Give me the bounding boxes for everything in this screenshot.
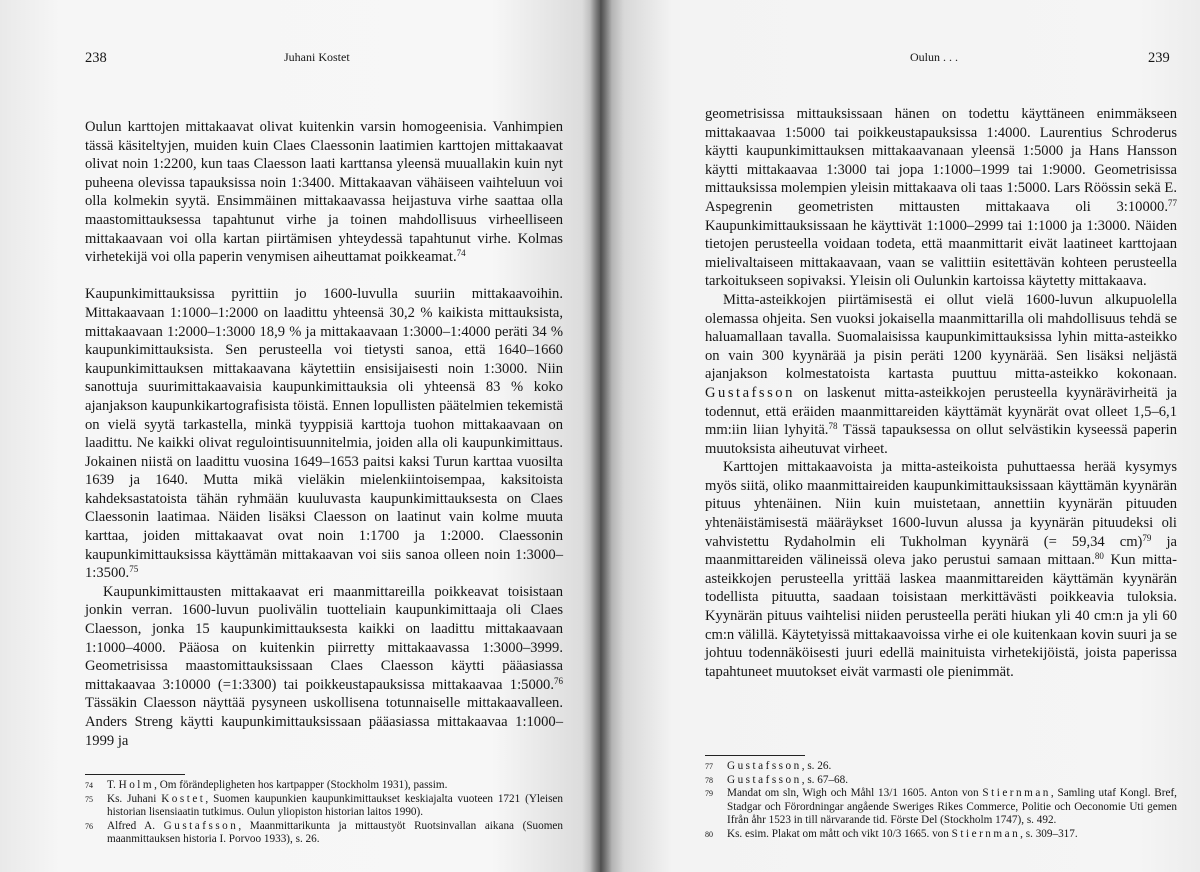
footnote-text: , s. 67–68. (801, 773, 849, 786)
footnote-number: 75 (85, 794, 93, 804)
footnote-text: , Suomen kaupunkien kaupunkimittaukset keskiajalta vuoteen 1721 (Yleisen historian lisensiaatin tutkimus. Oulun yliopiston historian laitos 1990). (107, 792, 563, 819)
paragraph (705, 105, 1177, 291)
footnote-text: , Samling utaf Kongl. Bref, Stadgar och Förordningar angående Sweriges Rikes Commerce, Politie och Oeconomie Uti gemen Ifrån åhr 1523 in till närvarande tid. Förste Del (Stockholm 1747), s. 492. (727, 787, 1177, 827)
paragraph-text: on laskenut mitta-asteikkojen perusteella kyynärävirheitä ja todennut, että eräiden maanmittareiden käyttämät kyynärät ovat olleet 1,5–6,1 mm:iin liian lyhyitä. (705, 384, 1177, 439)
running-head: Juhani Kostet (284, 50, 350, 64)
footnote (705, 828, 1177, 842)
footnote-text: Alfred A. (107, 819, 164, 832)
paragraph-text: ja maanmittareiden välineissä oleva jako perustui samaan mittaan. (705, 533, 1177, 569)
paragraph-text: Kun mitta-asteikkojen perusteella yrittää laskea maanmittareiden käyttämän kyynärän todellista pituutta, saadaan toisistaan merkittävästi poikkeavia tuloksia. Kyynärän pituus vaihtelisi niiden perusteella peräti hiukan yli 40 cm:n ja yli 60 cm:n välillä. Käytetyissä mittakaavoissa virhe ei ole kuitenkaan kovin suuri ja se johtuu todennäköisesti juuri edellä mainituista virhetekijöistä, joista paperissa tapahtuneet muutokset eivät varmasti ole pienimmät. (705, 552, 1177, 680)
author-name: Gustafsson (705, 384, 795, 401)
page-number: 239 (1148, 50, 1170, 66)
right-page (600, 0, 1200, 872)
paragraph-text: Tässäkin Claesson näyttää pysyneen uskollisena totunnaiselle mittakaavalleen. Anders Streng käytti kaupunkimittauksissaan pääasiassa mittakaavaa 1:1000–1999 ja (85, 695, 563, 749)
paragraph-text: Mitta-asteikkojen piirtämisestä ei ollut vielä 1600-luvun alkupuolella olemassa ohjeita. Sen vuoksi jokaisella maanmittarilla oli mahdollisuus tehdä se haluamallaan tavalla. Suomalaisissa kaupunkimittauksissa lyhin mitta-asteikko on vain 300 kyynärää ja pisin peräti 1200 kyynärää. Sen lisäksi neljästä ajanjakson kolmestatoista kartasta puuttuu mitta-asteikko kokonaan. (705, 291, 1177, 383)
footnote (85, 793, 563, 820)
paragraph (85, 118, 563, 267)
footnote-number: 79 (705, 789, 713, 799)
paragraph-text: Oulun karttojen mittakaavat olivat kuitenkin varsin homogeenisia. Vanhimpien tässä käsiteltyjen, muiden kuin Claes Claessonin laatimien karttojen mittakaavat olivat noin 1:2200, kun taas Claesson laati karttansa yleensä muuallakin kuin nyt puheena olevissa tapauksissa noin 1:3400. Mittakaavan vähäiseen vaihteluun voi olla kolmekin syytä. Ensimmäinen mittakaavassa heijastuva virhe saattaa olla maastomittauksessa tapahtunut virhe ja toinen mahdollisuus virheelliseen mittakaavaan voi olla kartan piirtämisen yhteydessä tapahtunut virhe. Kolmas virhetekijä voi olla paperin venymisen aiheuttamat poikkeamat. (85, 119, 563, 266)
footnote-text: , Maanmittarikunta ja mittaustyöt Ruotsinvallan aikana (Suomen maanmittauksen historia I. Porvoo 1933), s. 26. (107, 819, 563, 846)
footnotes (85, 779, 563, 847)
footnote-text: , s. 26. (801, 760, 832, 772)
footnote (705, 774, 1177, 788)
footnote-text: Mandat om sln, Wigh och Måhl 13/1 1605. Anton von (727, 787, 983, 800)
running-head: Oulun . . . (910, 50, 958, 64)
paragraph-text: geometrisissa mittauksissaan hänen on todettu käyttäneen enimmäkseen mittakaavaa 1:5000 tai poikkeustapauksissa 1:4000. Laurentius Schroderus käytti kaupunkimittauksen mittakaavanaan yleensä 1:5000 ja Hans Hansson käytti mittakaavaa 1:3000 tai jopa 1:1000–1999 tai 1:9000. Geometrisissa mittauksissa molempien yleisin mittakaava oli taas 1:5000. Lars Röössin sekä E. Aspegrenin geometristen mittausten mittakaava oli 3:10000. (705, 106, 1177, 215)
footnote-author: Gustafsson (163, 819, 239, 832)
footnote-author: Kostet (161, 792, 206, 805)
footnote-text: Ks. Juhani (107, 792, 162, 805)
note-ref: 76 (554, 675, 563, 686)
paragraph (705, 458, 1177, 681)
footnote (705, 760, 1177, 774)
footnote-rule (705, 755, 805, 756)
note-ref: 77 (1168, 197, 1177, 208)
note-ref: 80 (1094, 551, 1104, 562)
footnote-author: Stiernman (951, 827, 1021, 840)
page-number: 238 (85, 50, 107, 66)
note-ref: 79 (1142, 532, 1152, 543)
footnote-author: Gustafsson (727, 760, 802, 772)
footnote-number: 74 (85, 781, 93, 790)
note-ref: 74 (456, 248, 466, 259)
paragraph-text: Kaupunkimittausten mittakaavat eri maanmittareilla poikkeavat toisistaan jonkin verran. 1600-luvun puolivälin tuotteliain kaupunkimittaaja oli Claes Claesson, jonka 15 kaupunkimittauksesta kaikki on laadittu mittakaavaan 1:1000–4000. Pääosa on kuitenkin piirretty mittakaavassa 1:3000–3999. Geometrisissa maastomittauksissaan Claes Claesson käytti pääasiassa mittakaavaa 3:10000 (=1:3300) tai poikkeustapauksissa mittakaavaa 1:5000. (85, 583, 563, 693)
note-ref: 78 (828, 421, 838, 432)
body-text (705, 105, 1177, 681)
footnote (705, 787, 1177, 828)
note-ref: 75 (129, 564, 139, 575)
footnote-text: , s. 309–317. (1020, 827, 1078, 840)
footnote-number: 76 (85, 821, 93, 831)
footnote-number: 78 (705, 775, 713, 785)
paragraph (705, 291, 1177, 458)
footnote (85, 779, 563, 793)
paragraph (85, 285, 563, 583)
paragraph (85, 583, 563, 750)
paragraph-text: Tässä tapauksessa on ollut selvästikin kyseessä paperin muutoksista aiheutuvat virheet. (705, 422, 1177, 457)
book-gutter (590, 0, 612, 872)
footnote-text: , Om förändерligheten hos kartpapper (Stockholm 1931), passim. (154, 779, 448, 791)
footnote-author: Gustafsson (727, 773, 802, 786)
body-text (85, 118, 563, 750)
footnote-rule (85, 774, 185, 775)
paragraph-text: Kaupunkimittauksissa pyrittiin jo 1600-luvulla suuriin mittakaavoihin. Mittakaavaan 1:1000–1:2000 on laadittu yhteensä 30,2 % kaikista mittauksista, mittakaavaan 1:2000–1:3000 18,9 % ja mittakaavaan 1:3000–1:4000 peräti 34 % kaupunkimittauksista. Sen perusteella voi tietysti sanoa, että 1640–1660 kaupunkimittauksen mittakaavana käytettiin ensisijaisesti noin 1:3000. Niin sanottuja suurimittakaavaisia kaupunkimittauksia oli yhteensä 83 % koko ajanjakson kaupunkikartografisista töistä. Ennen lopullisten päätelmien tekemistä on vielä syytä tarkastella, minkä tyyppisiä karttoja tuohon mittakaavaan on laadittu. Ne kaikki olivat regulointisuunnitelmia, joiden alla oli kaupunkimittaus. Jokainen niistä on laadittu vuosina 1649–1653 paitsi kaksi Turun karttaa vuosilta 1639 ja 1640. Mutta mikä vieläkin mielenkiintoisempaa, kaksitoista kahdeksastatoista tähän ryhmään kuuluvasta kaupunkimittauksesta on Claes Claessonin laatimaa. Näiden lisäksi Claesson on laatinut vain kolme muuta karttaa, joiden mittakaavat ovat noin 1:1700 ja 1:2000. Claessonin kaupunkimittauksissa käyttämän mittakaavan voi siis sanoa olleen noin 1:3000–1:3500. (85, 286, 563, 582)
footnote-author: Holm (118, 779, 155, 791)
footnote-text: T. (107, 779, 119, 791)
footnote-number: 77 (705, 762, 713, 771)
footnotes (705, 760, 1177, 842)
paragraph-text: Kaupunkimittauksissaan he käyttivät 1:1000–2999 tai 1:1000 ja 1:3000. Näiden tietojen perusteella voidaan todeta, että maanmittarit eivät laatineet karttojaan mielivaltaiseen mittakaavaan, vaan se valittiin esitettävän kohteen perusteella tarkoitukseen sopivaksi. Yleisin oli Oulunkin kartoissa käytetty mittakaava. (705, 217, 1177, 290)
footnote-text: Ks. esim. Plakat om mått och vikt 10/3 1665. von (727, 827, 952, 840)
footnote-author: Stiernman (982, 787, 1051, 800)
paragraph-text: Karttojen mittakaavoista ja mitta-asteikoista puhuttaessa herää kysymys myös siitä, oliko maanmittaireiden kaupunkimittauksissaan käyttämän kyynärän pituus yhtenäinen. Niin kuin muistetaan, annettiin kyynärän pituuden yhtenäistämisestä määräykset 1600-luvun alussa ja kyynärän pituudeksi oli vahvistettu Rydaholmin eli Tukholman kyynärä (= 59,34 cm) (705, 459, 1177, 550)
footnote-number: 80 (705, 829, 713, 839)
footnote (85, 820, 563, 847)
